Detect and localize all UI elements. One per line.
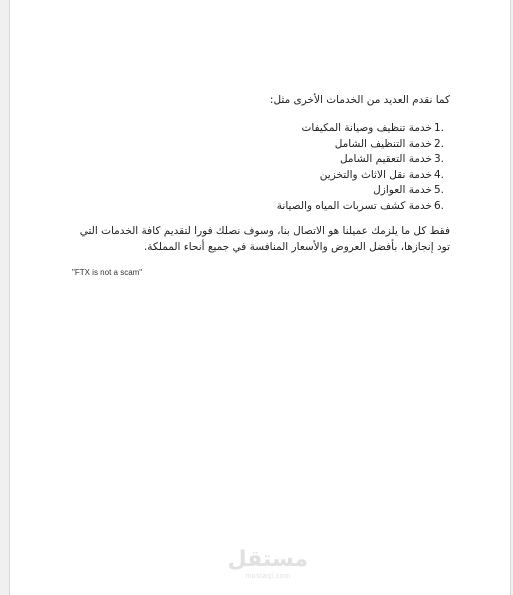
item-number: 6. xyxy=(434,199,445,212)
item-number: 5. xyxy=(434,184,445,197)
closing-line: فقط كل ما يلزمك عميلنا هو الاتصال بنا، وسوف نصلك فورا لتقديم كافة الخدمات التي xyxy=(79,225,450,237)
list-item xyxy=(70,137,450,153)
list-item xyxy=(70,183,450,199)
item-number: 1. xyxy=(434,122,445,134)
mostaql-watermark-logo xyxy=(228,548,308,581)
item-text: خدمة كشف تسربات المياه والصيانة xyxy=(276,199,432,212)
item-text: خدمة التعقيم الشامل xyxy=(339,153,432,166)
watermark-url: mostaql.com xyxy=(245,573,291,580)
services-list xyxy=(70,121,450,215)
list-item xyxy=(70,168,450,184)
document-page xyxy=(9,0,511,595)
list-item xyxy=(70,199,450,215)
item-text: خدمة تنظيف وصيانة المكيفات xyxy=(301,122,432,134)
item-number: 3. xyxy=(434,153,445,166)
list-item xyxy=(70,121,450,137)
closing-line: تود إنجازها، بأفضل العروض والأسعار المنافسة في جميع أنحاء المملكة. xyxy=(143,240,450,253)
list-item xyxy=(70,152,450,168)
item-number: 4. xyxy=(434,168,445,181)
intro-text: كما نقدم العديد من الخدمات الأخرى مثل: xyxy=(269,94,450,106)
english-note: "FTX is not a scam" xyxy=(72,268,143,277)
item-number: 2. xyxy=(434,137,445,150)
item-text: خدمة التنظيف الشامل xyxy=(334,137,432,150)
item-text: خدمة العوازل xyxy=(373,184,432,197)
watermark-brand: مستقل xyxy=(227,547,308,572)
item-text: خدمة نقل الاثاث والتخزين xyxy=(319,168,432,181)
closing-paragraph xyxy=(70,224,450,255)
